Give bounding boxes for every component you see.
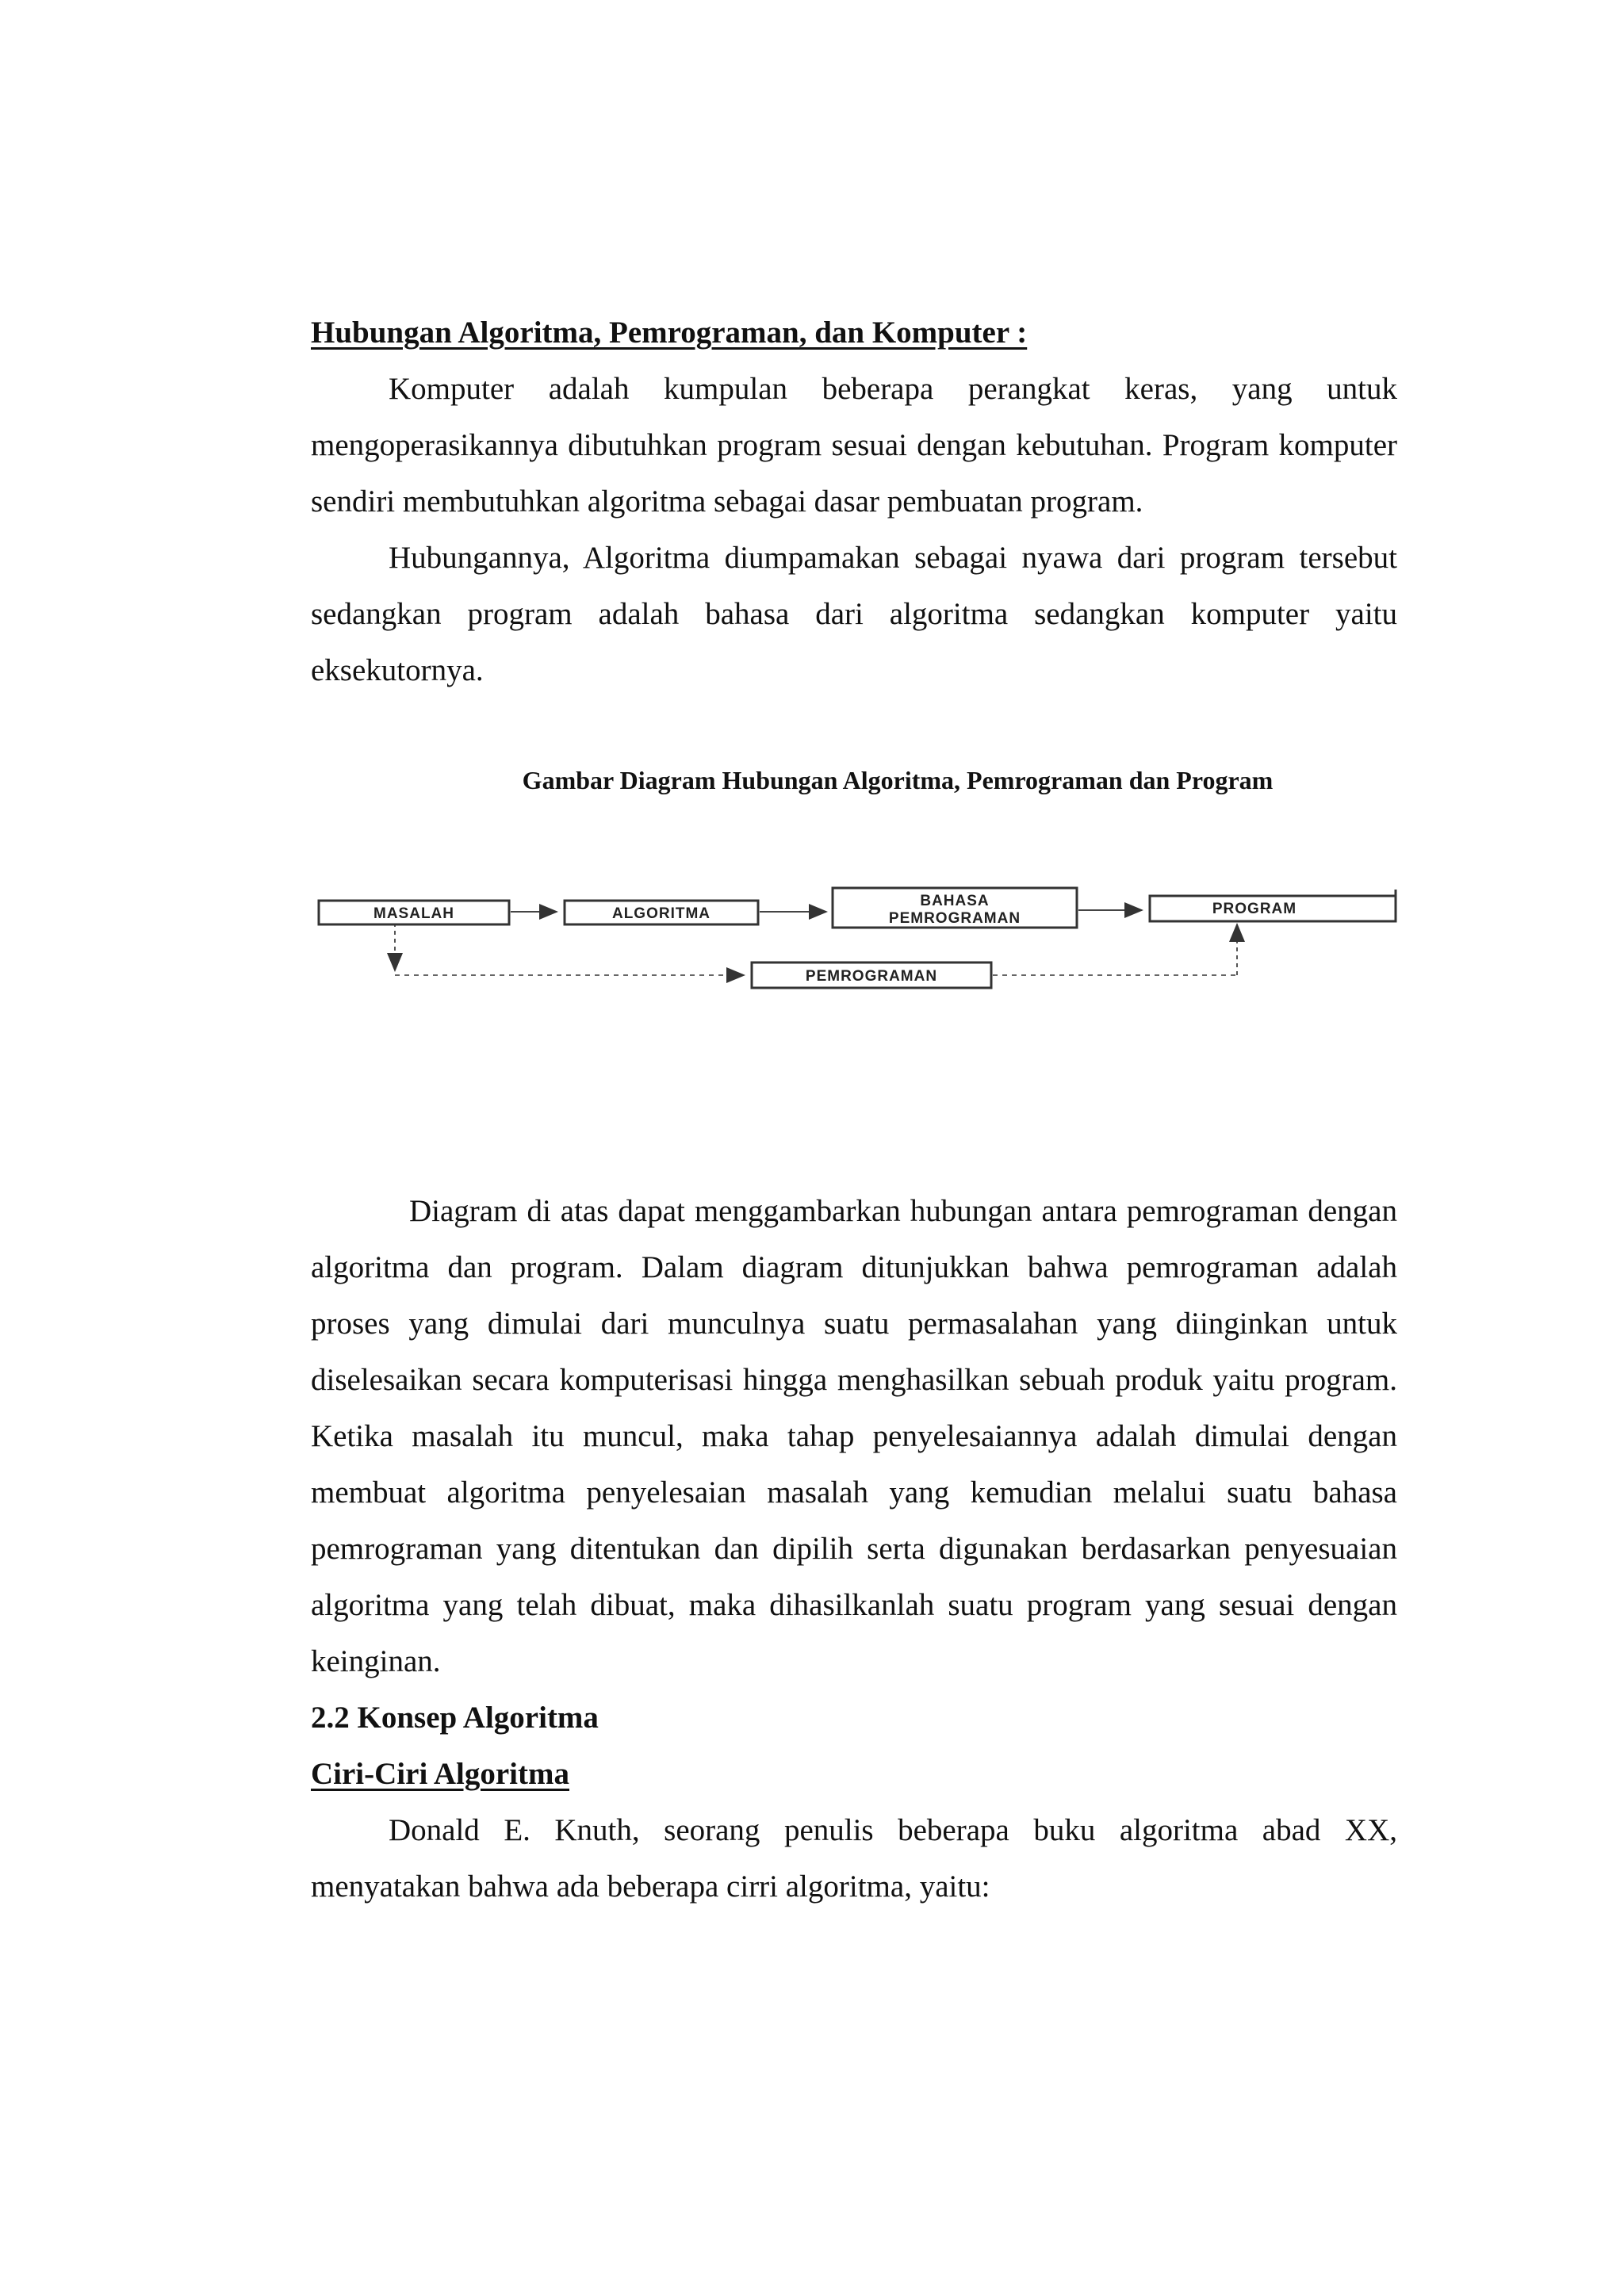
box-masalah-label: MASALAH [373, 905, 454, 922]
box-program [1150, 890, 1396, 921]
box-bahasa-label-line1: BAHASA [920, 893, 990, 909]
heading-ciri-algoritma: Ciri-Ciri Algoritma [311, 1757, 569, 1791]
box-bahasa-pemrograman [833, 888, 1077, 928]
box-bahasa-label-line2: PEMROGRAMAN [888, 910, 1021, 927]
section-penjelasan [311, 1183, 1397, 1915]
paragraph-komputer: Komputer adalah kumpulan beberapa perangkat keras, yang untuk mengoperasikannya dibutuhkan program sesuai dengan kebutuhan. Program komputer sendiri membutuhkan algoritma sebagai dasar pembuatan program. [311, 372, 1397, 519]
box-algoritma-label: ALGORITMA [611, 905, 711, 922]
box-pemrograman [752, 962, 991, 988]
paragraph-knuth: Donald E. Knuth, seorang penulis beberapa buku algoritma abad XX, menyatakan bahwa ada beberapa cirri algoritma, yaitu: [311, 1813, 1397, 1904]
figure-caption: Gambar Diagram Hubungan Algoritma, Pemrograman dan Program [522, 766, 1274, 794]
section-hubungan [311, 304, 1397, 698]
box-algoritma [565, 901, 758, 924]
relationship-diagram [311, 872, 1421, 999]
section-heading: Hubungan Algoritma, Pemrograman, dan Komputer : [311, 316, 1028, 350]
paragraph-diagram: Diagram di atas dapat menggambarkan hubungan antara pemrograman dengan algoritma dan program. Dalam diagram ditunjukkan bahwa pemrograman adalah proses yang dimulai dari munculnya suatu permasalahan yang diinginkan untuk diselesaikan secara komputerisasi hingga menghasilkan sebuah produk yaitu program. Ketika masalah itu muncul, maka tahap penyelesaiannya adalah dimulai dengan membuat algoritma penyelesaian masalah yang kemudian melalui suatu bahasa pemrograman yang ditentukan dan dipilih serta digunakan berdasarkan penyesuaian algoritma yang telah dibuat, maka dihasilkanlah suatu program yang sesuai dengan keinginan. [311, 1194, 1397, 1678]
heading-konsep-algoritma: 2.2 Konsep Algoritma [311, 1701, 599, 1735]
box-program-label: PROGRAM [1212, 901, 1297, 917]
paragraph-hubungannya: Hubungannya, Algoritma diumpamakan sebagai nyawa dari program tersebut sedangkan program adalah bahasa dari algoritma sedangkan komputer yaitu eksekutornya. [311, 541, 1397, 687]
box-pemrograman-label: PEMROGRAMAN [805, 968, 938, 985]
box-masalah [319, 901, 509, 924]
